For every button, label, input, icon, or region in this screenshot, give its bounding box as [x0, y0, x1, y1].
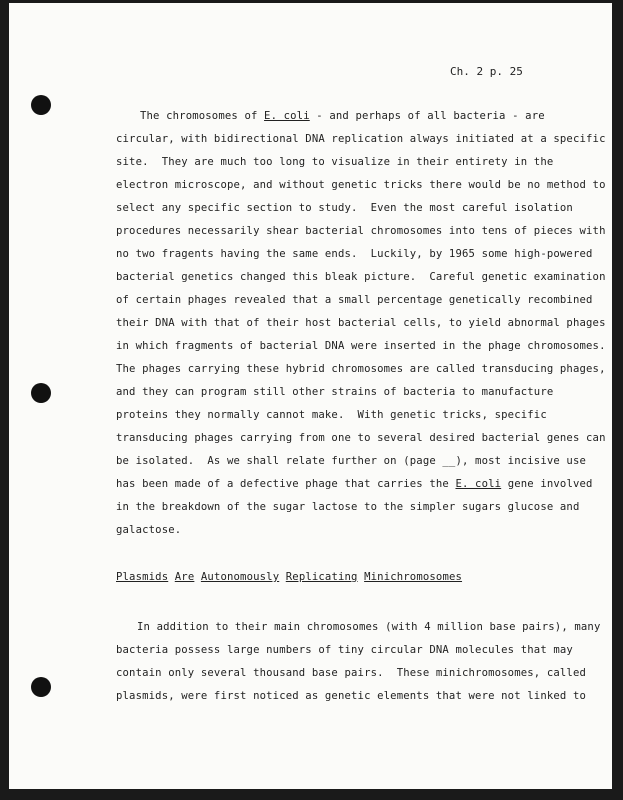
paragraph1-line-3: site. They are much too long to visualize in their entirety in the [116, 156, 554, 168]
section-heading: Plasmids Are Autonomously Replicating Minichromosomes [116, 571, 463, 583]
binder-hole-middle [31, 383, 51, 403]
paragraph1-line-5: select any specific section to study. Even the most careful isolation [116, 202, 573, 214]
paragraph1-line-11: in which fragments of bacterial DNA were inserted in the phage chromosomes. [116, 340, 606, 352]
paragraph2-line-3: contain only several thousand base pairs. These minichromosomes, called [116, 667, 587, 679]
species-name: E. coli [264, 110, 310, 122]
binder-hole-top [31, 95, 51, 115]
paragraph1-line-7: no two fragents having the same ends. Luckily, by 1965 some high-powered [116, 248, 593, 260]
paragraph1-line-2: circular, with bidirectional DNA replication always initiated at a specific [116, 133, 606, 145]
paragraph1-line-10: their DNA with that of their host bacterial cells, to yield abnormal phages [116, 317, 606, 329]
binder-hole-bottom [31, 677, 51, 697]
paragraph1-line-6: procedures necessarily shear bacterial chromosomes into tens of pieces with [116, 225, 606, 237]
paragraph1-line-15: transducing phages carrying from one to several desired bacterial genes can [116, 432, 606, 444]
paragraph1-line-4: electron microscope, and without genetic tricks there would be no method to [116, 179, 606, 191]
paragraph2-line-1: In addition to their main chromosomes (with 4 million base pairs), many [137, 621, 601, 633]
paragraph1-line-17: has been made of a defective phage that carries the E. coli gene involved [116, 478, 593, 490]
paragraph1-line-1: The chromosomes of E. coli - and perhaps of all bacteria - are [140, 110, 545, 122]
paragraph1-line-14: proteins they normally cannot make. With genetic tricks, specific [116, 409, 547, 421]
paragraph1-line-12: The phages carrying these hybrid chromosomes are called transducing phages, [116, 363, 606, 375]
paragraph1-line-9: of certain phages revealed that a small percentage genetically recombined [116, 294, 593, 306]
paragraph1-line-8: bacterial genetics changed this bleak picture. Careful genetic examination [116, 271, 606, 283]
paragraph2-line-4: plasmids, were first noticed as genetic elements that were not linked to [116, 690, 587, 702]
paragraph1-line-16: be isolated. As we shall relate further on (page __), most incisive use [116, 455, 587, 467]
paragraph2-line-2: bacteria possess large numbers of tiny circular DNA molecules that may [116, 644, 573, 656]
paragraph1-line-18: in the breakdown of the sugar lactose to the simpler sugars glucose and [116, 501, 580, 513]
paragraph1-line-13: and they can program still other strains of bacteria to manufacture [116, 386, 554, 398]
manuscript-page [9, 3, 612, 789]
species-name: E. coli [455, 478, 502, 490]
page-reference: Ch. 2 p. 25 [450, 65, 523, 78]
paragraph1-line-19: galactose. [116, 524, 182, 536]
